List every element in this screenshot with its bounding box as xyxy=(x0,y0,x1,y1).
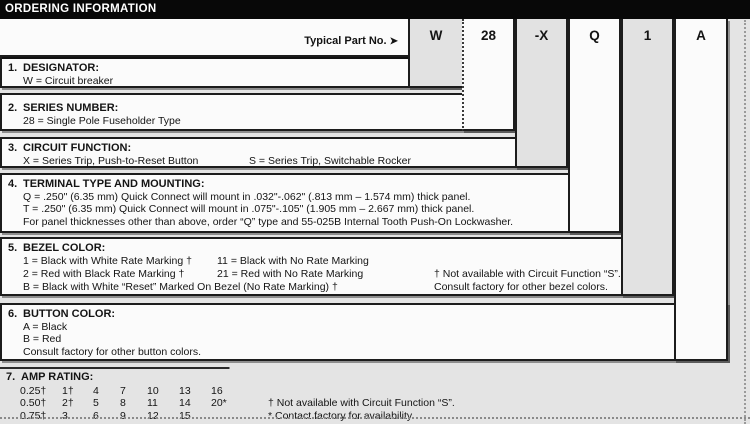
amp-row: 0.75† 3 6 9 12 15 * Contact factory for availability. xyxy=(20,409,415,422)
amp-row: 0.50† 2† 5 8 11 14 20* † Not available with Circuit Function “S”. xyxy=(20,397,455,409)
section-line: W = Circuit breaker xyxy=(23,74,114,87)
amp-row: 0.25† 1† 4 7 10 13 16 xyxy=(20,384,223,397)
section-heading: 6. BUTTON COLOR: xyxy=(8,308,116,320)
section-line: Q = .250" (6.35 mm) Quick Connect will mount in .032"-.062" (.813 mm – 1.574 mm) thick panel. xyxy=(23,190,471,203)
section-title: SERIES NUMBER: xyxy=(23,102,119,114)
part-column-designator xyxy=(408,19,462,88)
part-segment: 1 xyxy=(643,27,652,43)
right-arrow-icon: ➤ xyxy=(389,35,398,47)
part-segment: W xyxy=(429,27,443,43)
option-x: X = Series Trip, Push-to-Reset Button xyxy=(23,154,199,167)
section-heading: 7. AMP RATING: xyxy=(6,371,94,383)
option-21: 21 = Red with No Rate Marking xyxy=(217,267,364,280)
section-heading: 4. TERMINAL TYPE AND MOUNTING: xyxy=(8,178,205,190)
part-column-circuit-function xyxy=(515,19,568,168)
ordering-information-header-bar xyxy=(0,0,750,19)
page-title: ORDERING INFORMATION xyxy=(5,3,157,15)
section-title: DESIGNATOR: xyxy=(23,62,99,74)
section-title: BUTTON COLOR: xyxy=(23,308,116,320)
section-heading: 5. BEZEL COLOR: xyxy=(8,242,106,254)
section-title: BEZEL COLOR: xyxy=(23,242,106,254)
section-line: T = .250" (6.35 mm) Quick Connect will mount in .075"-.105" (1.905 mm – 2.667 mm) thick panel. xyxy=(23,203,475,215)
option-b: B = Black with White “Reset” Marked On Bezel (No Rate Marking) † xyxy=(23,280,338,293)
section-title: AMP RATING: xyxy=(21,371,94,383)
typical-part-no-box xyxy=(0,19,408,57)
option-2: 2 = Red with Black Rate Marking † xyxy=(23,267,185,280)
section-line: A = Black xyxy=(23,320,68,333)
section-title: TERMINAL TYPE AND MOUNTING: xyxy=(23,178,205,190)
section-heading: 1. DESIGNATOR: xyxy=(8,62,99,74)
section-designator xyxy=(0,57,462,88)
bottom-dotted-divider xyxy=(0,417,750,419)
section-heading: 3. CIRCUIT FUNCTION: xyxy=(8,142,132,154)
section-line: 28 = Single Pole Fuseholder Type xyxy=(23,114,181,127)
part-column-button-color xyxy=(674,19,728,361)
typical-part-no-label: Typical Part No. ➤ xyxy=(304,34,398,47)
footnote: Consult factory for other bezel colors. xyxy=(434,280,608,293)
part-column-bezel-color xyxy=(621,19,674,296)
section-title: CIRCUIT FUNCTION: xyxy=(23,142,132,154)
section-terminal-type xyxy=(0,173,621,233)
part-column-terminal-type xyxy=(568,19,621,233)
option-11: 11 = Black with No Rate Marking xyxy=(217,254,369,267)
section-circuit-function xyxy=(0,137,568,168)
section-line: B = Red xyxy=(23,333,62,345)
part-column-series xyxy=(462,19,515,131)
section-line: Consult factory for other button colors. xyxy=(23,345,202,358)
section-line: For panel thicknesses other than above, order “Q” type and 55-025B Internal Tooth Push-On Lockwasher. xyxy=(23,215,514,228)
option-1: 1 = Black with White Rate Marking † xyxy=(23,254,192,267)
part-segment: A xyxy=(696,27,706,43)
option-s: S = Series Trip, Switchable Rocker xyxy=(249,154,411,167)
part-segment: Q xyxy=(589,27,600,43)
part-segment: -X xyxy=(534,27,549,43)
footnote: * Contact factory for availability. xyxy=(268,409,415,422)
footnote: † Not available with Circuit Function “S”. xyxy=(434,267,621,280)
section-series-number xyxy=(0,93,515,131)
section-heading: 2. SERIES NUMBER: xyxy=(8,102,119,114)
section-button-color xyxy=(0,303,728,361)
footnote: † Not available with Circuit Function “S”. xyxy=(268,397,455,409)
part-segment: 28 xyxy=(480,27,497,43)
right-dotted-divider xyxy=(744,20,746,424)
section-bezel-color xyxy=(0,237,674,296)
section-amp-rating xyxy=(0,367,750,422)
